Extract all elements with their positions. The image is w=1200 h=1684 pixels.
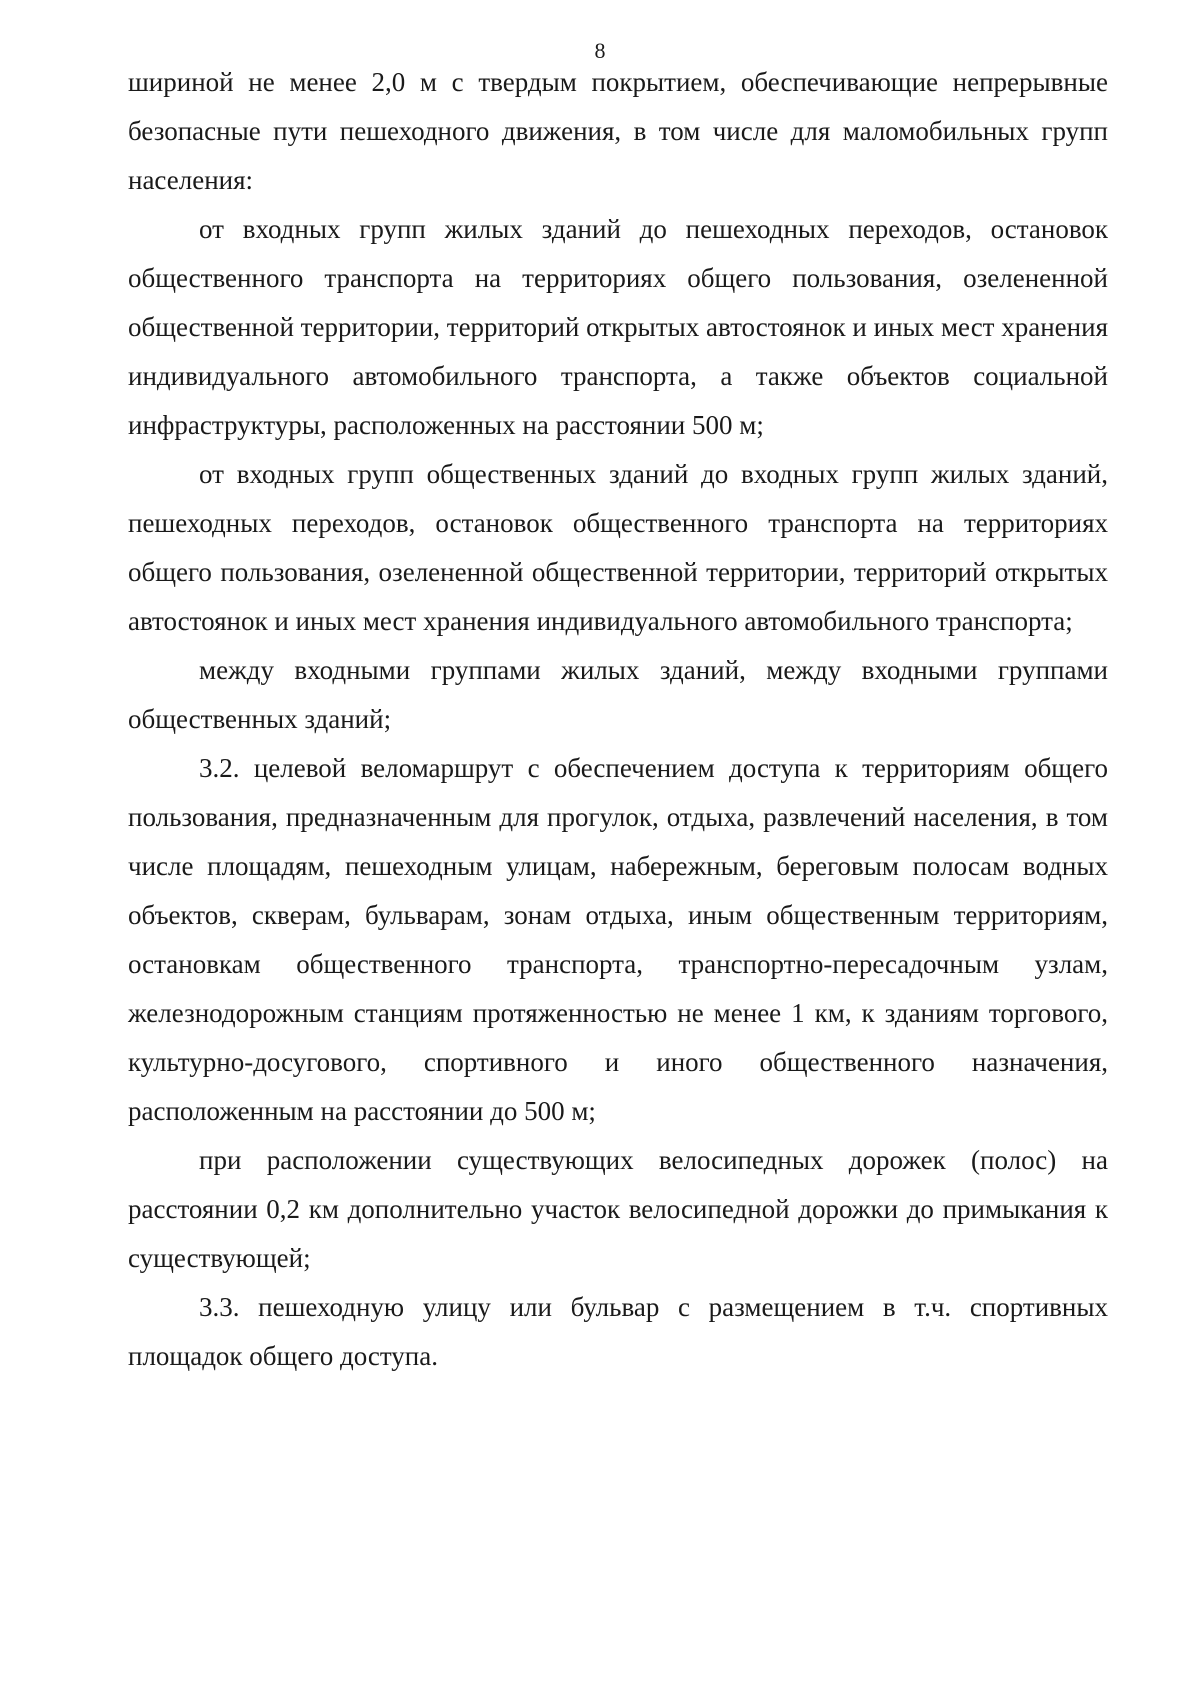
- paragraph-residential-entrances: от входных групп жилых зданий до пешеходных переходов, остановок общественного транспорта на территориях общего пользования, озелененной общественной территории, территорий открытых автостоянок и иных мест хранения индивидуального автомобильного транспорта, а также объектов социальной инфраструктуры, расположенных на расстоянии 500 м;: [128, 214, 1108, 440]
- paragraph-section-3-2: 3.2. целевой веломаршрут с обеспечением доступа к территориям общего пользования, предназначенным для прогулок, отдыха, развлечений населения, в том числе площадям, пешеходным улицам, набережным, береговым полосам водных объектов, скверам, бульварам, зонам отдыха, иным общественным территориям, остановкам общественного транспорта, транспортно-пересадочным узлам, железнодорожным станциям протяженностью не менее 1 км, к зданиям торгового, культурно-досугового, спортивного и иного общественного назначения, расположенным на расстоянии до 500 м;: [128, 753, 1108, 1126]
- paragraph-section-3-3: 3.3. пешеходную улицу или бульвар с размещением в т.ч. спортивных площадок общего доступа.: [128, 1292, 1108, 1371]
- page-number: 8: [594, 38, 606, 63]
- paragraph-between-entrances: между входными группами жилых зданий, между входными группами общественных зданий;: [128, 655, 1108, 734]
- paragraph-continuation: шириной не менее 2,0 м с твердым покрытием, обеспечивающие непрерывные безопасные пути пешеходного движения, в том числе для маломобильных групп населения:: [128, 67, 1108, 195]
- paragraph-public-building-entrances: от входных групп общественных зданий до входных групп жилых зданий, пешеходных переходов, остановок общественного транспорта на территориях общего пользования, озелененной общественной территории, территорий открытых автостоянок и иных мест хранения индивидуального автомобильного транспорта;: [128, 459, 1108, 636]
- document-body: [128, 58, 1108, 1381]
- paragraph-existing-bike-lanes: при расположении существующих велосипедных дорожек (полос) на расстоянии 0,2 км дополнительно участок велосипедной дорожки до примыкания к существующей;: [128, 1145, 1108, 1273]
